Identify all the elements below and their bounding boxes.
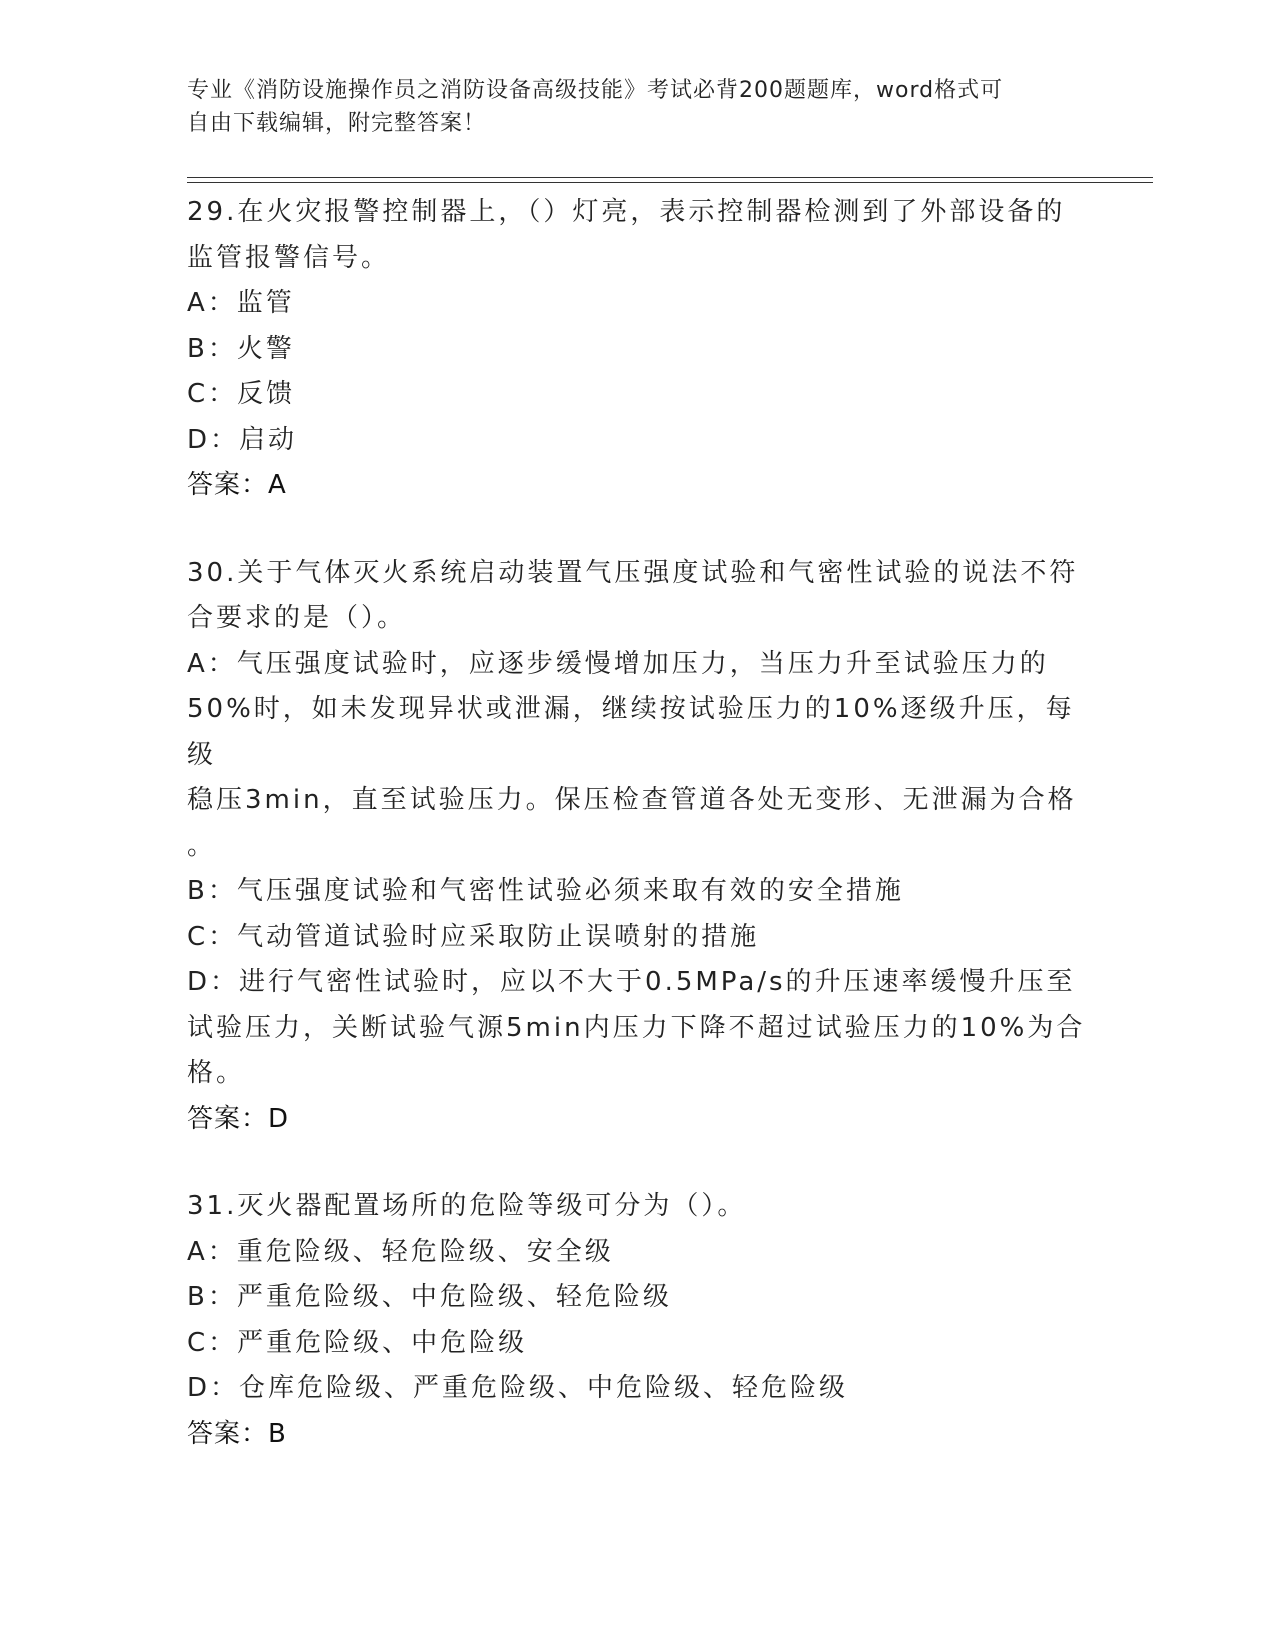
question-31-option-c: C：严重危险级、中危险级 xyxy=(187,1327,528,1358)
question-list xyxy=(187,190,1087,1499)
document-header xyxy=(187,74,1067,140)
question-30-answer: 答案：D xyxy=(187,1103,290,1134)
question-29-stem-line-1: 29.在火灾报警控制器上，（）灯亮，表示控制器检测到了外部设备的 xyxy=(187,197,1066,227)
question-30-option-a-line-2: 50%时，如未发现异状或泄漏，继续按试验压力的10%逐级升压，每级 xyxy=(187,694,1075,770)
question-31 xyxy=(187,1184,1087,1457)
header-divider-bottom xyxy=(187,182,1153,183)
question-29 xyxy=(187,190,1087,509)
question-31-option-d: D：仓库危险级、严重危险级、中危险级、轻危险级 xyxy=(187,1373,849,1403)
question-29-option-d: D：启动 xyxy=(187,424,298,455)
header-line-1: 专业《消防设施操作员之消防设备高级技能》考试必背200题题库，word格式可 xyxy=(187,78,1004,103)
question-30-option-d-line-1: D：进行气密性试验时，应以不大于0.5MPa/s的升压速率缓慢升压至 xyxy=(187,967,1076,997)
question-29-stem-line-2: 监管报警信号。 xyxy=(187,242,391,273)
question-29-option-a: A：监管 xyxy=(187,288,295,318)
question-29-answer: 答案：A xyxy=(187,470,287,500)
question-30-option-b: B：气压强度试验和气密性试验必须来取有效的安全措施 xyxy=(187,876,904,906)
question-30 xyxy=(187,551,1087,1143)
question-30-option-c: C：气动管道试验时应采取防止误喷射的措施 xyxy=(187,921,760,952)
question-30-option-d-line-2: 试验压力，关断试验气源5min内压力下降不超过试验压力的10%为合 xyxy=(187,1012,1086,1043)
header-line-2: 自由下载编辑，附完整答案！ xyxy=(187,111,487,136)
question-30-option-a-line-1: A：气压强度试验时，应逐步缓慢增加压力，当压力升至试验压力的 xyxy=(187,648,1049,679)
question-31-answer: 答案：B xyxy=(187,1418,287,1449)
question-31-option-b: B：严重危险级、中危险级、轻危险级 xyxy=(187,1282,672,1312)
question-29-option-b: B：火警 xyxy=(187,333,295,364)
question-30-stem-line-1: 30.关于气体灭火系统启动装置气压强度试验和气密性试验的说法不符 xyxy=(187,557,1079,588)
question-30-option-d-line-3: 格。 xyxy=(187,1058,246,1088)
header-divider-top xyxy=(187,177,1153,178)
question-30-stem-line-2: 合要求的是（）。 xyxy=(187,603,407,633)
question-30-option-a-line-3: 稳压3min，直至试验压力。保压检查管道各处无变形、无泄漏为合格 xyxy=(187,785,1077,815)
question-31-stem: 31.灭火器配置场所的危险等级可分为（）。 xyxy=(187,1191,747,1221)
question-30-option-a-line-4: 。 xyxy=(187,830,217,861)
question-29-option-c: C：反馈 xyxy=(187,379,296,409)
question-31-option-a: A：重危险级、轻危险级、安全级 xyxy=(187,1236,614,1267)
